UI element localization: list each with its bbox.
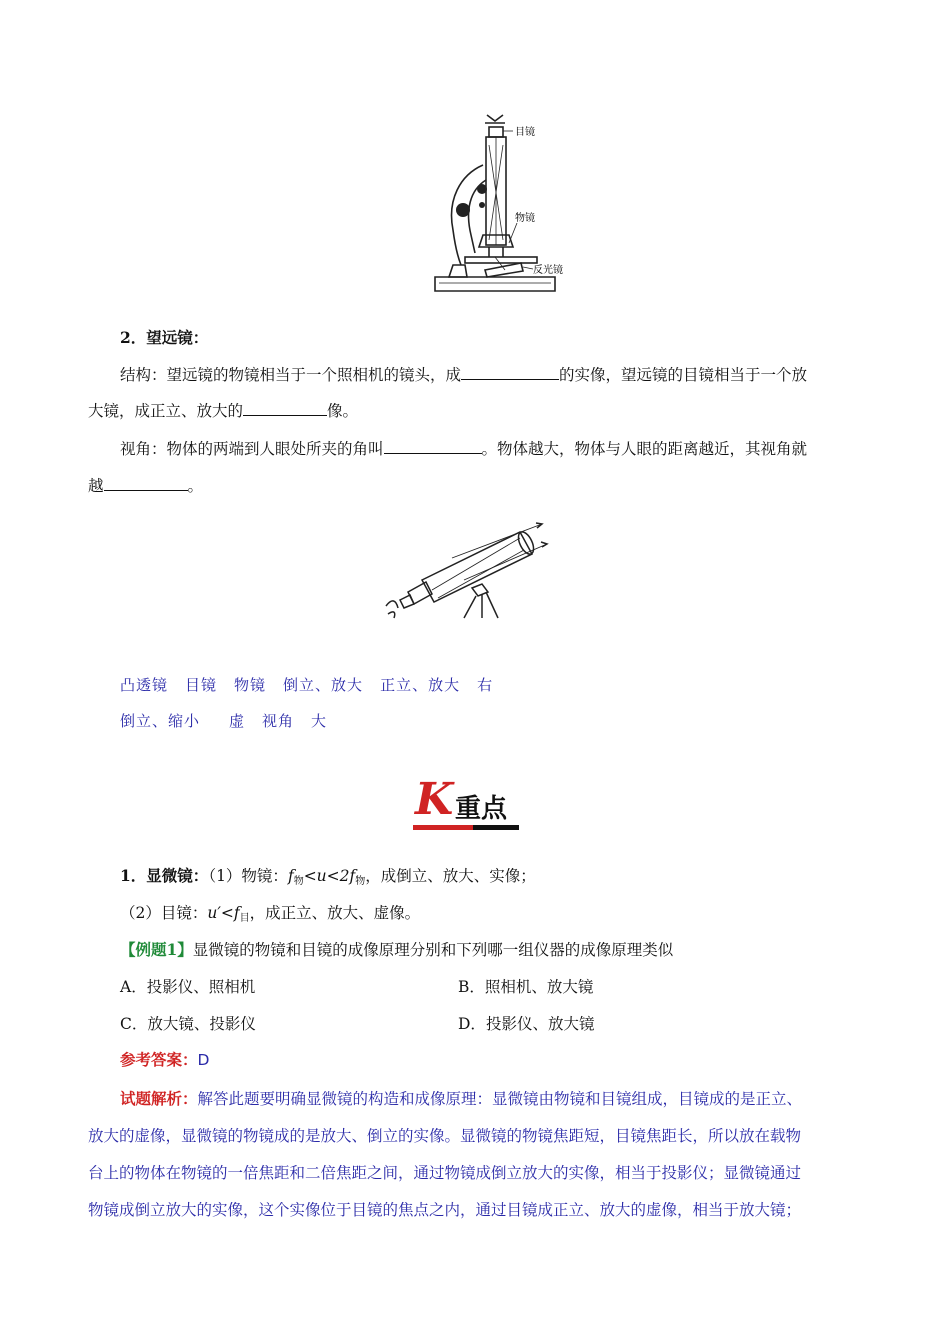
telescope-view-line2: 越 。 xyxy=(88,477,204,495)
answers-row-1: 凸透镜 目镜 物镜 倒立、放大 正立、放大 右 xyxy=(120,676,494,694)
label-mirror: 反光镜 xyxy=(533,265,563,276)
telescope-view-line1: 视角：物体的两端到人眼处所夹的角叫 。物体越大，物体与人眼的距离越近，其视角就 xyxy=(120,440,808,458)
key-point-objective: 1．显微镜：（1）物镜：$f_物<u<2f_物$，成倒立、放大、实像； xyxy=(120,866,536,887)
key-point-eyepiece: （2）目镜：$u'<f_目$，成正立、放大、虚像。 xyxy=(120,904,421,924)
analysis-line-3: 台上的物体在物镜的一倍焦距和二倍焦距之间，通过物镜成倒立放大的实像，相当于投影仪；显微镜通过 xyxy=(88,1164,802,1182)
label-eyepiece: 目镜 xyxy=(515,127,535,138)
analysis-line-1: 试题解析：解答此题要明确显微镜的构造和成像原理：显微镜由物镜和目镜组成，目镜成的是正立、 xyxy=(120,1089,803,1108)
key-section-logo xyxy=(413,774,523,832)
microscope-figure xyxy=(425,105,565,300)
logo-letter: K xyxy=(415,774,454,825)
answer-line: 参考答案：D xyxy=(120,1050,210,1069)
logo-text: 重点 xyxy=(455,794,508,824)
option-d: D．投影仪、放大镜 xyxy=(458,1015,595,1033)
logo-underline-red xyxy=(413,825,473,830)
answers-row-2: 倒立、缩小 虚 视角 大 xyxy=(120,712,328,730)
analysis-line-2: 放大的虚像，显微镜的物镜成的是放大、倒立的实像。显微镜的物镜焦距短，目镜焦距长，所以放在载物 xyxy=(88,1127,802,1145)
example-question: 【例题1】显微镜的物镜和目镜的成像原理分别和下列哪一组仪器的成像原理类似 xyxy=(120,940,674,959)
option-c: C．放大镜、投影仪 xyxy=(120,1015,256,1033)
label-objective: 物镜 xyxy=(515,213,535,224)
telescope-heading: 2．望远镜： xyxy=(120,328,209,347)
telescope-structure-line1: 结构：望远镜的物镜相当于一个照相机的镜头，成 的实像，望远镜的目镜相当于一个放 xyxy=(120,366,808,384)
logo-underline-black xyxy=(473,825,519,830)
telescope-figure xyxy=(382,518,557,623)
analysis-line-4: 物镜成倒立放大的实像，这个实像位于目镜的焦点之内，通过目镜成正立、放大的虚像，相当于放大镜； xyxy=(88,1201,802,1219)
option-b: B．照相机、放大镜 xyxy=(458,978,594,996)
telescope-structure-line2: 大镜，成正立、放大的 像。 xyxy=(88,402,359,420)
option-a: A．投影仪、照相机 xyxy=(120,978,256,996)
